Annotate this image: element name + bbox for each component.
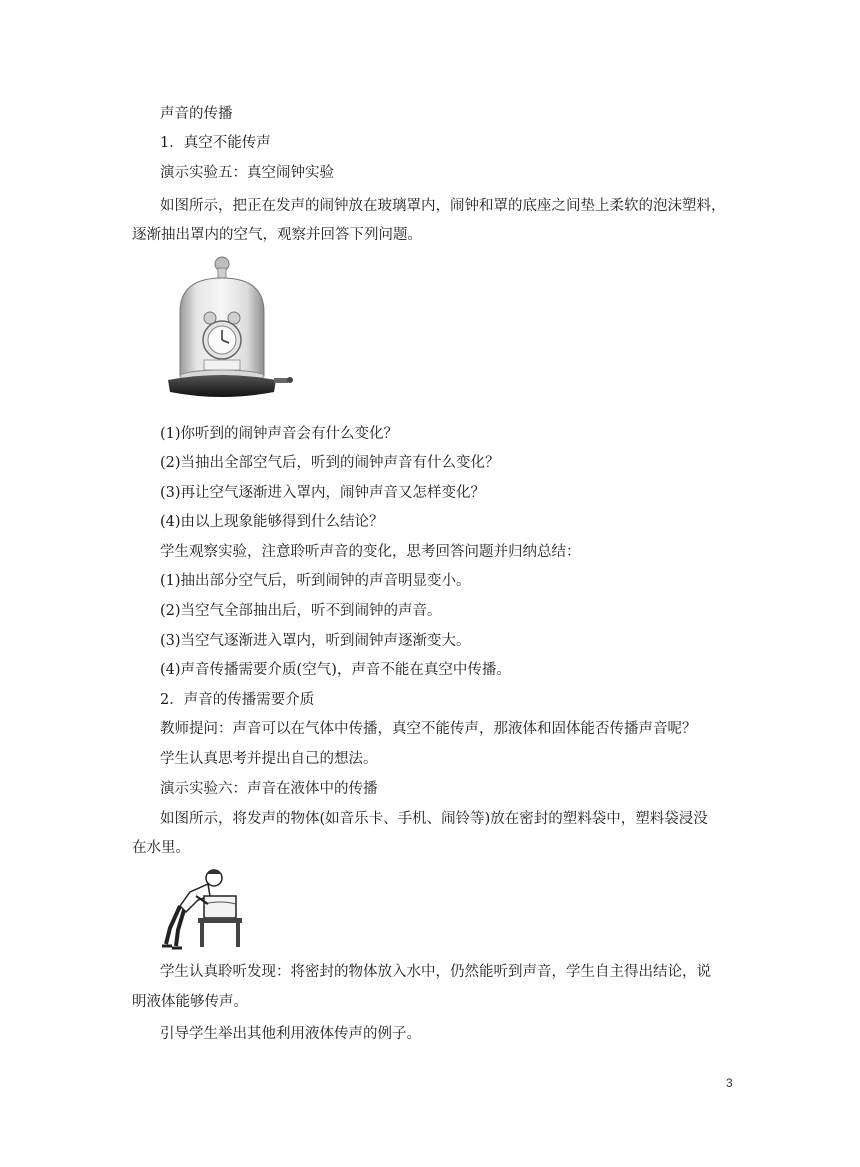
subheading-2: 2．声音的传播需要介质 (160, 692, 315, 708)
section-heading: 声音的传播 (160, 106, 233, 122)
listening-to-water-figure (160, 866, 246, 950)
student-thinking: 学生认真思考并提出自己的想法。 (160, 751, 378, 767)
question-4: (4)由以上现象能够得到什么结论？ (160, 514, 384, 530)
answer-1: (1)抽出部分空气后，听到闹钟的声音明显变小。 (160, 573, 471, 589)
question-2: (2)当抽出全部空气后，听到的闹钟声音有什么变化？ (160, 455, 500, 471)
paragraph-line: 逐渐抽出罩内的空气，观察并回答下列问题。 (132, 227, 422, 243)
paragraph-line: 明液体能够传声。 (132, 994, 248, 1010)
paragraph-line: 如图所示，把正在发声的闹钟放在玻璃罩内，闹钟和罩的底座之间垫上柔软的泡沫塑料， (160, 198, 726, 214)
experiment-5-title: 演示实验五：真空闹钟实验 (160, 165, 334, 181)
student-summary-intro: 学生观察实验，注意聆听声音的变化，思考回答问题并归纳总结： (160, 544, 581, 560)
paragraph-line: 如图所示，将发声的物体(如音乐卡、手机、闹铃等)放在密封的塑料袋中，塑料袋浸没 (160, 811, 708, 827)
answer-3: (3)当空气逐渐进入罩内，听到闹钟声逐渐变大。 (160, 633, 471, 649)
paragraph-line: 引导学生举出其他利用液体传声的例子。 (160, 1026, 421, 1042)
question-1: (1)你听到的闹钟声音会有什么变化？ (160, 426, 399, 442)
question-3: (3)再让空气逐渐进入罩内，闹钟声音又怎样变化？ (160, 485, 486, 501)
page-number: 3 (726, 1076, 733, 1090)
subheading-1: 1．真空不能传声 (160, 135, 271, 151)
paragraph-line: 在水里。 (132, 840, 190, 856)
teacher-question: 教师提问：声音可以在气体中传播，真空不能传声，那液体和固体能否传播声音呢？ (160, 721, 697, 737)
answer-4: (4)声音传播需要介质(空气)，声音不能在真空中传播。 (160, 662, 511, 678)
experiment-6-title: 演示实验六：声音在液体中的传播 (160, 781, 378, 797)
answer-2: (2)当空气全部抽出后，听不到闹钟的声音。 (160, 603, 442, 619)
paragraph-line: 学生认真聆听发现：将密封的物体放入水中，仍然能听到声音，学生自主得出结论，说 (160, 964, 711, 980)
bell-jar-clock-figure (162, 252, 302, 404)
